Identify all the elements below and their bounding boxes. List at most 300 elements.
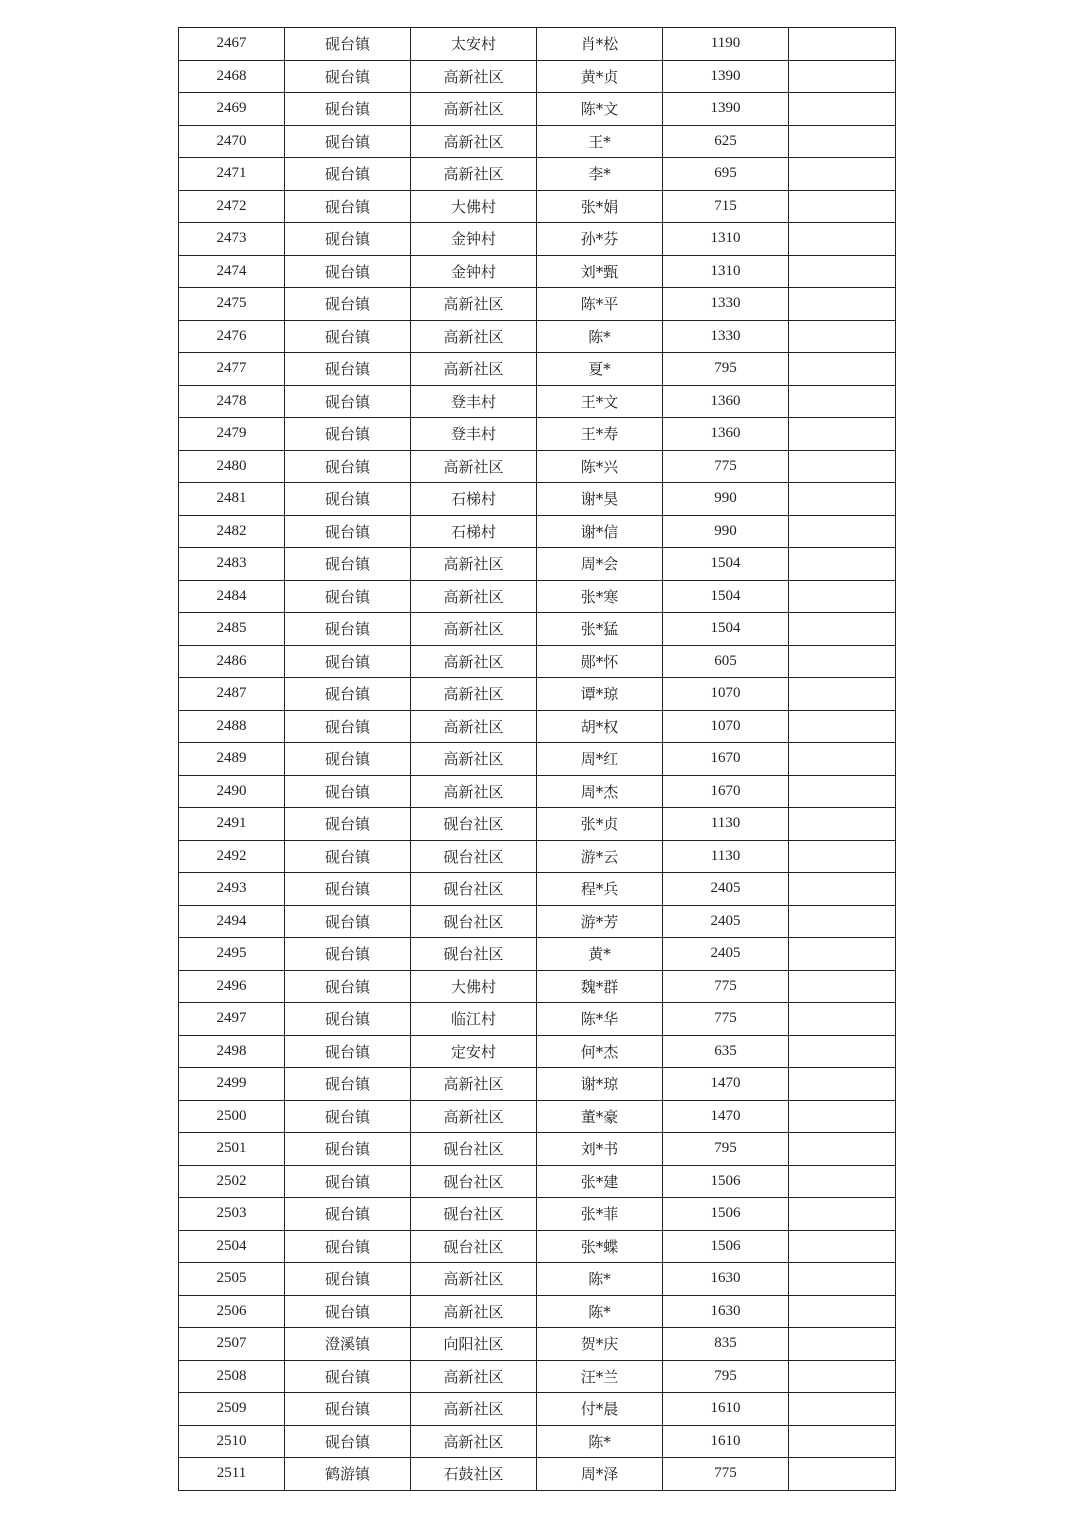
table-row (179, 840, 896, 873)
amount-cell: 990 (663, 515, 789, 548)
town-cell: 砚台镇 (285, 1133, 411, 1166)
row-number-cell: 2495 (179, 938, 285, 971)
village-cell: 高新社区 (411, 710, 537, 743)
town-cell: 砚台镇 (285, 1003, 411, 1036)
town-cell: 砚台镇 (285, 1100, 411, 1133)
amount-cell: 1310 (663, 255, 789, 288)
row-number-cell: 2498 (179, 1035, 285, 1068)
table-row (179, 223, 896, 256)
table-row (179, 288, 896, 321)
amount-cell: 1506 (663, 1230, 789, 1263)
name-cell: 付*晨 (537, 1393, 663, 1426)
row-number-cell: 2487 (179, 678, 285, 711)
remark-cell (789, 743, 896, 776)
town-cell: 砚台镇 (285, 1068, 411, 1101)
table-row (179, 580, 896, 613)
table-row (179, 873, 896, 906)
row-number-cell: 2491 (179, 808, 285, 841)
name-cell: 游*芳 (537, 905, 663, 938)
village-cell: 大佛村 (411, 190, 537, 223)
remark-cell (789, 125, 896, 158)
remark-cell (789, 613, 896, 646)
row-number-cell: 2475 (179, 288, 285, 321)
row-number-cell: 2496 (179, 970, 285, 1003)
name-cell: 王*文 (537, 385, 663, 418)
amount-cell: 605 (663, 645, 789, 678)
amount-cell: 715 (663, 190, 789, 223)
remark-cell (789, 808, 896, 841)
village-cell: 高新社区 (411, 320, 537, 353)
amount-cell: 775 (663, 970, 789, 1003)
name-cell: 王*寿 (537, 418, 663, 451)
name-cell: 魏*群 (537, 970, 663, 1003)
village-cell: 高新社区 (411, 1100, 537, 1133)
row-number-cell: 2472 (179, 190, 285, 223)
table-row (179, 353, 896, 386)
amount-cell: 2405 (663, 873, 789, 906)
amount-cell: 625 (663, 125, 789, 158)
row-number-cell: 2484 (179, 580, 285, 613)
name-cell: 陈* (537, 1295, 663, 1328)
name-cell: 谢*琼 (537, 1068, 663, 1101)
table-row (179, 905, 896, 938)
town-cell: 砚台镇 (285, 775, 411, 808)
village-cell: 石梯村 (411, 515, 537, 548)
amount-cell: 1610 (663, 1425, 789, 1458)
remark-cell (789, 1230, 896, 1263)
name-cell: 夏* (537, 353, 663, 386)
town-cell: 鹤游镇 (285, 1458, 411, 1491)
remark-cell (789, 1393, 896, 1426)
town-cell: 砚台镇 (285, 28, 411, 61)
table-row (179, 678, 896, 711)
town-cell: 砚台镇 (285, 905, 411, 938)
row-number-cell: 2510 (179, 1425, 285, 1458)
town-cell: 砚台镇 (285, 515, 411, 548)
amount-cell: 835 (663, 1328, 789, 1361)
row-number-cell: 2477 (179, 353, 285, 386)
remark-cell (789, 970, 896, 1003)
remark-cell (789, 93, 896, 126)
village-cell: 高新社区 (411, 1068, 537, 1101)
row-number-cell: 2469 (179, 93, 285, 126)
amount-cell: 1470 (663, 1068, 789, 1101)
row-number-cell: 2507 (179, 1328, 285, 1361)
row-number-cell: 2482 (179, 515, 285, 548)
village-cell: 登丰村 (411, 385, 537, 418)
name-cell: 张*寒 (537, 580, 663, 613)
remark-cell (789, 775, 896, 808)
remark-cell (789, 320, 896, 353)
amount-cell: 635 (663, 1035, 789, 1068)
village-cell: 砚台社区 (411, 873, 537, 906)
village-cell: 临江村 (411, 1003, 537, 1036)
amount-cell: 1130 (663, 840, 789, 873)
name-cell: 何*杰 (537, 1035, 663, 1068)
table-row (179, 28, 896, 61)
amount-cell: 1310 (663, 223, 789, 256)
town-cell: 砚台镇 (285, 320, 411, 353)
town-cell: 砚台镇 (285, 710, 411, 743)
table-row (179, 808, 896, 841)
table-row (179, 1035, 896, 1068)
village-cell: 高新社区 (411, 548, 537, 581)
table-row (179, 1165, 896, 1198)
row-number-cell: 2467 (179, 28, 285, 61)
remark-cell (789, 548, 896, 581)
name-cell: 周*泽 (537, 1458, 663, 1491)
name-cell: 贺*庆 (537, 1328, 663, 1361)
village-cell: 登丰村 (411, 418, 537, 451)
remark-cell (789, 28, 896, 61)
table-row (179, 710, 896, 743)
village-cell: 砚台社区 (411, 808, 537, 841)
town-cell: 砚台镇 (285, 483, 411, 516)
row-number-cell: 2500 (179, 1100, 285, 1133)
town-cell: 砚台镇 (285, 873, 411, 906)
table-row (179, 125, 896, 158)
village-cell: 砚台社区 (411, 905, 537, 938)
table-row (179, 938, 896, 971)
row-number-cell: 2508 (179, 1360, 285, 1393)
remark-cell (789, 353, 896, 386)
row-number-cell: 2493 (179, 873, 285, 906)
remark-cell (789, 840, 896, 873)
name-cell: 周*杰 (537, 775, 663, 808)
remark-cell (789, 580, 896, 613)
remark-cell (789, 1165, 896, 1198)
town-cell: 砚台镇 (285, 158, 411, 191)
village-cell: 砚台社区 (411, 1133, 537, 1166)
table-row (179, 93, 896, 126)
amount-cell: 795 (663, 1360, 789, 1393)
town-cell: 砚台镇 (285, 190, 411, 223)
amount-cell: 1504 (663, 613, 789, 646)
remark-cell (789, 385, 896, 418)
amount-cell: 795 (663, 1133, 789, 1166)
row-number-cell: 2478 (179, 385, 285, 418)
name-cell: 张*菲 (537, 1198, 663, 1231)
town-cell: 砚台镇 (285, 1263, 411, 1296)
town-cell: 砚台镇 (285, 1165, 411, 1198)
amount-cell: 2405 (663, 938, 789, 971)
village-cell: 太安村 (411, 28, 537, 61)
row-number-cell: 2489 (179, 743, 285, 776)
village-cell: 高新社区 (411, 645, 537, 678)
row-number-cell: 2480 (179, 450, 285, 483)
row-number-cell: 2501 (179, 1133, 285, 1166)
village-cell: 向阳社区 (411, 1328, 537, 1361)
name-cell: 张*猛 (537, 613, 663, 646)
village-cell: 高新社区 (411, 353, 537, 386)
name-cell: 黄*贞 (537, 60, 663, 93)
town-cell: 砚台镇 (285, 385, 411, 418)
row-number-cell: 2503 (179, 1198, 285, 1231)
amount-cell: 990 (663, 483, 789, 516)
name-cell: 张*建 (537, 1165, 663, 1198)
amount-cell: 775 (663, 450, 789, 483)
row-number-cell: 2476 (179, 320, 285, 353)
town-cell: 砚台镇 (285, 678, 411, 711)
table-row (179, 1393, 896, 1426)
amount-cell: 1630 (663, 1263, 789, 1296)
row-number-cell: 2502 (179, 1165, 285, 1198)
amount-cell: 695 (663, 158, 789, 191)
name-cell: 周*会 (537, 548, 663, 581)
remark-cell (789, 1035, 896, 1068)
village-cell: 石梯村 (411, 483, 537, 516)
amount-cell: 1470 (663, 1100, 789, 1133)
village-cell: 定安村 (411, 1035, 537, 1068)
amount-cell: 1670 (663, 775, 789, 808)
amount-cell: 2405 (663, 905, 789, 938)
town-cell: 砚台镇 (285, 1295, 411, 1328)
roster-table (178, 27, 896, 1491)
row-number-cell: 2506 (179, 1295, 285, 1328)
village-cell: 高新社区 (411, 678, 537, 711)
remark-cell (789, 873, 896, 906)
table-row (179, 60, 896, 93)
amount-cell: 1610 (663, 1393, 789, 1426)
town-cell: 砚台镇 (285, 255, 411, 288)
village-cell: 高新社区 (411, 1425, 537, 1458)
amount-cell: 1670 (663, 743, 789, 776)
remark-cell (789, 1068, 896, 1101)
amount-cell: 1130 (663, 808, 789, 841)
village-cell: 高新社区 (411, 60, 537, 93)
row-number-cell: 2509 (179, 1393, 285, 1426)
name-cell: 肖*松 (537, 28, 663, 61)
table-row (179, 1198, 896, 1231)
amount-cell: 1070 (663, 710, 789, 743)
name-cell: 陈* (537, 1263, 663, 1296)
town-cell: 砚台镇 (285, 970, 411, 1003)
amount-cell: 1390 (663, 93, 789, 126)
row-number-cell: 2492 (179, 840, 285, 873)
amount-cell: 1506 (663, 1198, 789, 1231)
name-cell: 游*云 (537, 840, 663, 873)
row-number-cell: 2486 (179, 645, 285, 678)
remark-cell (789, 1458, 896, 1491)
town-cell: 砚台镇 (285, 1198, 411, 1231)
name-cell: 陈*平 (537, 288, 663, 321)
remark-cell (789, 678, 896, 711)
table-row (179, 1263, 896, 1296)
table-row (179, 515, 896, 548)
row-number-cell: 2488 (179, 710, 285, 743)
row-number-cell: 2499 (179, 1068, 285, 1101)
amount-cell: 1504 (663, 580, 789, 613)
town-cell: 砚台镇 (285, 60, 411, 93)
town-cell: 砚台镇 (285, 645, 411, 678)
amount-cell: 1360 (663, 418, 789, 451)
town-cell: 砚台镇 (285, 840, 411, 873)
table-row (179, 190, 896, 223)
name-cell: 董*豪 (537, 1100, 663, 1133)
village-cell: 大佛村 (411, 970, 537, 1003)
village-cell: 高新社区 (411, 1295, 537, 1328)
name-cell: 谭*琼 (537, 678, 663, 711)
name-cell: 陈*兴 (537, 450, 663, 483)
name-cell: 谢*昊 (537, 483, 663, 516)
name-cell: 汪*兰 (537, 1360, 663, 1393)
name-cell: 张*贞 (537, 808, 663, 841)
name-cell: 谢*信 (537, 515, 663, 548)
row-number-cell: 2474 (179, 255, 285, 288)
town-cell: 砚台镇 (285, 743, 411, 776)
village-cell: 砚台社区 (411, 1198, 537, 1231)
remark-cell (789, 418, 896, 451)
amount-cell: 775 (663, 1458, 789, 1491)
row-number-cell: 2483 (179, 548, 285, 581)
remark-cell (789, 1295, 896, 1328)
table-row (179, 1328, 896, 1361)
village-cell: 高新社区 (411, 775, 537, 808)
amount-cell: 1190 (663, 28, 789, 61)
table-row (179, 1295, 896, 1328)
name-cell: 张*娟 (537, 190, 663, 223)
name-cell: 刘*甄 (537, 255, 663, 288)
name-cell: 张*蝶 (537, 1230, 663, 1263)
remark-cell (789, 483, 896, 516)
table-row (179, 320, 896, 353)
row-number-cell: 2504 (179, 1230, 285, 1263)
village-cell: 高新社区 (411, 93, 537, 126)
table-row (179, 255, 896, 288)
row-number-cell: 2485 (179, 613, 285, 646)
row-number-cell: 2511 (179, 1458, 285, 1491)
amount-cell: 1360 (663, 385, 789, 418)
name-cell: 陈* (537, 1425, 663, 1458)
table-row (179, 1360, 896, 1393)
town-cell: 砚台镇 (285, 580, 411, 613)
table-row (179, 970, 896, 1003)
town-cell: 砚台镇 (285, 808, 411, 841)
remark-cell (789, 190, 896, 223)
town-cell: 砚台镇 (285, 938, 411, 971)
name-cell: 王* (537, 125, 663, 158)
village-cell: 高新社区 (411, 1263, 537, 1296)
remark-cell (789, 710, 896, 743)
table-row (179, 1230, 896, 1263)
amount-cell: 1390 (663, 60, 789, 93)
town-cell: 砚台镇 (285, 93, 411, 126)
name-cell: 刘*书 (537, 1133, 663, 1166)
village-cell: 高新社区 (411, 450, 537, 483)
amount-cell: 1330 (663, 288, 789, 321)
amount-cell: 1504 (663, 548, 789, 581)
table-row (179, 1100, 896, 1133)
remark-cell (789, 223, 896, 256)
amount-cell: 775 (663, 1003, 789, 1036)
village-cell: 高新社区 (411, 743, 537, 776)
table-row (179, 1003, 896, 1036)
remark-cell (789, 1003, 896, 1036)
village-cell: 高新社区 (411, 613, 537, 646)
village-cell: 砚台社区 (411, 840, 537, 873)
village-cell: 高新社区 (411, 1393, 537, 1426)
remark-cell (789, 450, 896, 483)
remark-cell (789, 938, 896, 971)
table-row (179, 743, 896, 776)
remark-cell (789, 60, 896, 93)
village-cell: 石鼓社区 (411, 1458, 537, 1491)
town-cell: 砚台镇 (285, 1393, 411, 1426)
town-cell: 澄溪镇 (285, 1328, 411, 1361)
table-row (179, 418, 896, 451)
amount-cell: 1506 (663, 1165, 789, 1198)
village-cell: 高新社区 (411, 125, 537, 158)
town-cell: 砚台镇 (285, 288, 411, 321)
town-cell: 砚台镇 (285, 223, 411, 256)
remark-cell (789, 645, 896, 678)
village-cell: 金钟村 (411, 255, 537, 288)
table-row (179, 613, 896, 646)
town-cell: 砚台镇 (285, 548, 411, 581)
roster-body (179, 28, 896, 1491)
remark-cell (789, 1133, 896, 1166)
remark-cell (789, 1360, 896, 1393)
name-cell: 陈* (537, 320, 663, 353)
row-number-cell: 2490 (179, 775, 285, 808)
table-row (179, 158, 896, 191)
name-cell: 李* (537, 158, 663, 191)
name-cell: 程*兵 (537, 873, 663, 906)
name-cell: 黄* (537, 938, 663, 971)
town-cell: 砚台镇 (285, 418, 411, 451)
table-row (179, 450, 896, 483)
remark-cell (789, 1263, 896, 1296)
row-number-cell: 2505 (179, 1263, 285, 1296)
row-number-cell: 2473 (179, 223, 285, 256)
remark-cell (789, 1328, 896, 1361)
table-row (179, 1068, 896, 1101)
name-cell: 陈*华 (537, 1003, 663, 1036)
amount-cell: 795 (663, 353, 789, 386)
table-row (179, 1133, 896, 1166)
village-cell: 金钟村 (411, 223, 537, 256)
row-number-cell: 2497 (179, 1003, 285, 1036)
table-row (179, 775, 896, 808)
town-cell: 砚台镇 (285, 1035, 411, 1068)
town-cell: 砚台镇 (285, 1230, 411, 1263)
town-cell: 砚台镇 (285, 1425, 411, 1458)
name-cell: 周*红 (537, 743, 663, 776)
name-cell: 陈*文 (537, 93, 663, 126)
name-cell: 胡*权 (537, 710, 663, 743)
amount-cell: 1070 (663, 678, 789, 711)
amount-cell: 1630 (663, 1295, 789, 1328)
town-cell: 砚台镇 (285, 1360, 411, 1393)
village-cell: 高新社区 (411, 580, 537, 613)
table-row (179, 548, 896, 581)
remark-cell (789, 1198, 896, 1231)
remark-cell (789, 905, 896, 938)
town-cell: 砚台镇 (285, 353, 411, 386)
row-number-cell: 2470 (179, 125, 285, 158)
row-number-cell: 2494 (179, 905, 285, 938)
town-cell: 砚台镇 (285, 125, 411, 158)
remark-cell (789, 1100, 896, 1133)
town-cell: 砚台镇 (285, 613, 411, 646)
village-cell: 高新社区 (411, 158, 537, 191)
name-cell: 郧*怀 (537, 645, 663, 678)
remark-cell (789, 158, 896, 191)
amount-cell: 1330 (663, 320, 789, 353)
table-row (179, 1458, 896, 1491)
row-number-cell: 2468 (179, 60, 285, 93)
remark-cell (789, 1425, 896, 1458)
